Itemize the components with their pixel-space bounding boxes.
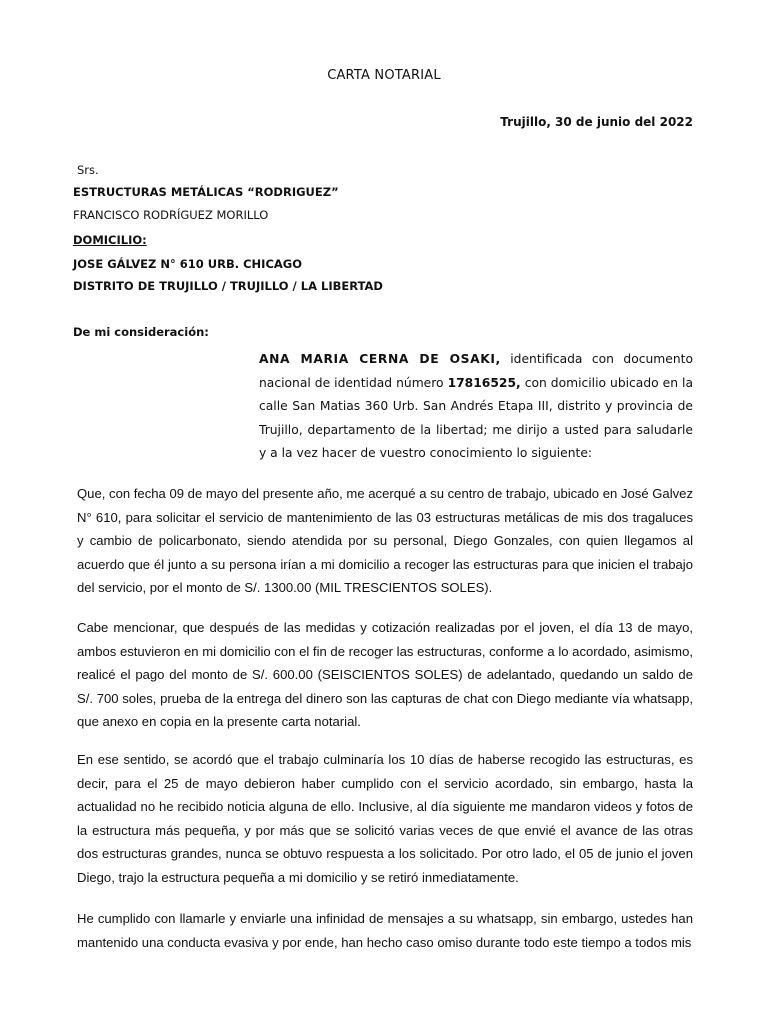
body-paragraph: Que, con fecha 09 de mayo del presente año, me acerqué a su centro de trabajo, ubicado en José Galvez N° 610, para solicitar el servicio de mantenimiento de las 03 estructuras metálicas de mis dos tragaluces y cambio de policarbonato, siendo atendida por su personal, Diego Gonzales, con quien llegamos al acuerdo que él junto a su persona irían a mi domicilio a recoger las estructuras para que inicien el trabajo del servicio, por el monto de S/. 1300.00 (MIL TRESCIENTOS SOLES). — [77, 486, 693, 595]
body-paragraph: He cumplido con llamarle y enviarle una infinidad de mensajes a su whatsapp, sin embargo, ustedes han mantenido una conducta evasiva y por ende, han hecho caso omiso durante todo este tiempo a todos mis — [77, 911, 693, 950]
address-line-2: DISTRITO DE TRUJILLO / TRUJILLO / LA LIBERTAD — [73, 279, 383, 293]
recipient-company: ESTRUCTURAS METÁLICAS “RODRIGUEZ” — [73, 185, 339, 199]
intro-text-1: identificada con documento nacional de identidad número — [259, 352, 693, 390]
body-paragraph: Cabe mencionar, que después de las medidas y cotización realizadas por el joven, el día 13 de mayo, ambos estuvieron en mi domicilio con el fin de recoger las estructuras, conforme a lo acordado, asimismo, realicé el pago del monto de S/. 600.00 (SEISCIENTOS SOLES) de adelantado, quedando un saldo de S/. 700 soles, prueba de la entrega del dinero son las capturas de chat con Diego mediante vía whatsapp, que anexo en copia en la presente carta notarial. — [77, 620, 693, 729]
recipient-person: FRANCISCO RODRÍGUEZ MORILLO — [73, 208, 269, 222]
intro-text-2: con domicilio ubicado en la calle San Matias 360 Urb. San Andrés Etapa III, distrito y provincia de Trujillo, departamento de la libertad; me dirijo a usted para saludarle y a la vez hacer de vuestro conocimiento lo siguiente: — [259, 375, 693, 460]
address-line-1: JOSE GÁLVEZ N° 610 URB. CHICAGO — [73, 257, 302, 271]
address-label: DOMICILIO: — [73, 233, 147, 247]
body-paragraph: En ese sentido, se acordó que el trabajo culminaría los 10 días de haberse recogido las estructuras, es decir, para el 25 de mayo debieron haber cumplido con el servicio acordado, sin embargo, hasta la actualidad no he recibido noticia alguna de ello. Inclusive, al día siguiente me mandaron videos y fotos de la estructura más pequeña, y por más que se solicitó varias veces de que envié el avance de las otras dos estructuras grandes, nunca se obtuvo respuesta a los solicitado. Por otro lado, el 05 de junio el joven Diego, trajo la estructura pequeña a mi domicilio y se retiró inmediatamente. — [77, 752, 693, 885]
letter-title: CARTA NOTARIAL — [327, 68, 441, 83]
letter-date: Trujillo, 30 de junio del 2022 — [500, 115, 693, 129]
greeting: De mi consideración: — [73, 325, 209, 339]
sender-name: ANA MARIA CERNA DE OSAKI, — [259, 352, 501, 366]
intro-paragraph — [259, 348, 693, 466]
dni-number: 17816525, — [447, 375, 521, 390]
recipient-salutation: Srs. — [77, 163, 99, 177]
